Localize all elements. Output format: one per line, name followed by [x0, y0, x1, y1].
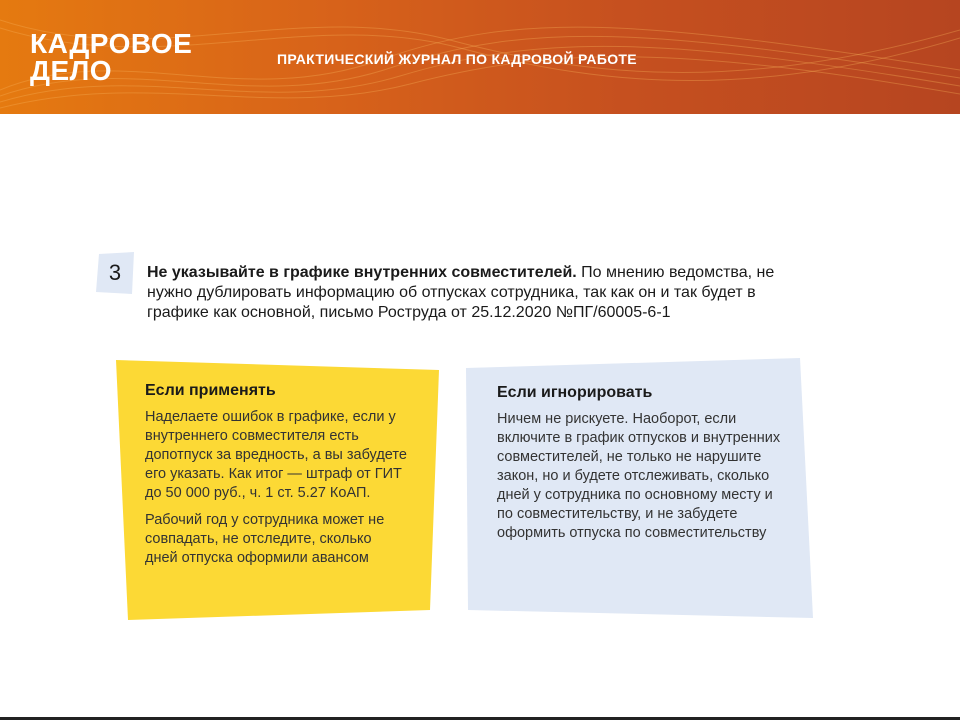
step-text: По мнению ведомства, не нужно дублировать информацию об отпусках сотрудника, так как он и так будет в графике как основной, письмо Роструда от 25.12.2020 №ПГ/60005-6-1	[147, 264, 775, 321]
step-description	[147, 263, 787, 323]
card-apply-paragraph-2: Рабочий год у сотрудника может не совпадать, не отследите, сколько дней отпуска оформили авансом	[145, 512, 385, 566]
card-apply-paragraph-1: Наделаете ошибок в графике, если у внутреннего совместителя есть допотпуск за вредность, а вы забудете его указать. Как итог — штраф от ГИТ до 50 000 руб., ч. 1 ст. 5.27 КоАП.	[145, 409, 407, 501]
logo-line-1: КАДРОВОЕ	[30, 28, 193, 59]
step-badge	[96, 252, 134, 294]
step-title: Не указывайте в графике внутренних совместителей.	[147, 264, 577, 281]
card-ignore-paragraph-1: Ничем не рискуете. Наоборот, если включите в график отпусков и внутренних совместителей, не только не нарушите закон, но и будете отслеживать, сколько дней у сотрудника по основному месту и по совместительству, и не забудете оформить отпуска по совместительству	[497, 411, 781, 541]
step-number: 3	[108, 260, 122, 285]
card-if-ignore	[466, 358, 816, 620]
logo-line-2: ДЕЛО	[30, 55, 113, 86]
card-if-apply	[112, 358, 442, 620]
card-apply-title: Если применять	[145, 382, 276, 399]
journal-tagline: ПРАКТИЧЕСКИЙ ЖУРНАЛ ПО КАДРОВОЙ РАБОТЕ	[277, 51, 637, 67]
header-banner	[0, 0, 960, 114]
card-ignore-title: Если игнорировать	[497, 384, 653, 401]
journal-logo[interactable]	[30, 30, 192, 84]
